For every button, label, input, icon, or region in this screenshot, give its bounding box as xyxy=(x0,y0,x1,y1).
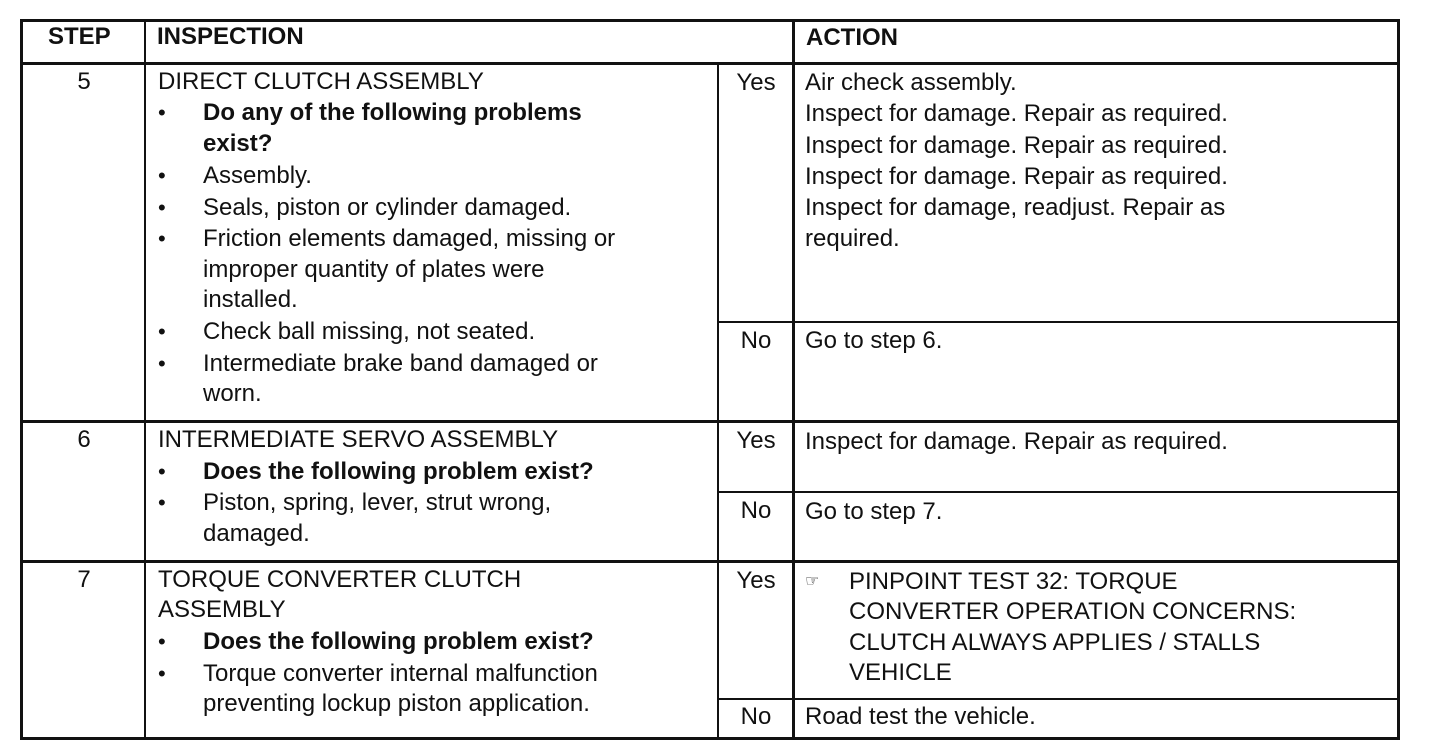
action-text: Inspect for damage, readjust. Repair as xyxy=(805,194,1226,221)
bullet-icon: • xyxy=(158,226,166,251)
bullet-icon: • xyxy=(158,319,166,344)
inspection-item: improper quantity of plates were xyxy=(203,256,545,283)
header-action: ACTION xyxy=(806,24,898,51)
action-text: CLUTCH ALWAYS APPLIES / STALLS xyxy=(849,629,1261,656)
col-divider-yesno xyxy=(717,63,719,740)
yes-no-divider-5 xyxy=(717,321,1400,323)
inspection-item: preventing lockup piston application. xyxy=(203,690,590,717)
bullet-icon: • xyxy=(158,459,166,484)
bullet-icon: • xyxy=(158,629,166,654)
row-divider-6-7 xyxy=(20,560,1400,563)
inspection-item: Friction elements damaged, missing or xyxy=(203,225,616,252)
inspection-question: exist? xyxy=(203,130,273,157)
inspection-item: installed. xyxy=(203,286,298,313)
inspection-title: INTERMEDIATE SERVO ASSEMBLY xyxy=(158,426,559,453)
action-text: Inspect for damage. Repair as required. xyxy=(805,428,1228,455)
step-number: 6 xyxy=(77,426,91,453)
bullet-icon: • xyxy=(158,163,166,188)
header-inspection: INSPECTION xyxy=(157,23,304,50)
inspection-item: Torque converter internal malfunction xyxy=(203,660,598,687)
inspection-title: ASSEMBLY xyxy=(158,596,286,623)
step-number: 7 xyxy=(77,566,91,593)
bullet-icon: • xyxy=(158,351,166,376)
step-number: 5 xyxy=(77,68,91,95)
action-text: Inspect for damage. Repair as required. xyxy=(805,163,1228,190)
col-divider-step xyxy=(144,19,146,740)
bullet-icon: • xyxy=(158,661,166,686)
table-border-bottom xyxy=(20,737,1400,740)
action-text: Inspect for damage. Repair as required. xyxy=(805,132,1228,159)
table-border-left xyxy=(20,19,23,740)
no-label: No xyxy=(740,327,772,354)
inspection-item: Piston, spring, lever, strut wrong, xyxy=(203,489,552,516)
inspection-item: Intermediate brake band damaged or xyxy=(203,350,598,377)
inspection-title: DIRECT CLUTCH ASSEMBLY xyxy=(158,68,484,95)
action-text: Air check assembly. xyxy=(805,69,1017,96)
no-label: No xyxy=(740,497,772,524)
row-divider-5-6 xyxy=(20,420,1400,423)
inspection-title: TORQUE CONVERTER CLUTCH xyxy=(158,566,522,593)
bullet-icon: • xyxy=(158,195,166,220)
inspection-question: Do any of the following problems xyxy=(203,99,582,126)
action-text: VEHICLE xyxy=(849,659,952,686)
action-text: Road test the vehicle. xyxy=(805,703,1036,730)
bullet-icon: • xyxy=(158,490,166,515)
inspection-item: Check ball missing, not seated. xyxy=(203,318,536,345)
inspection-question: Does the following problem exist? xyxy=(203,458,594,485)
header-divider xyxy=(20,62,1400,65)
table-border-right xyxy=(1397,19,1400,740)
bullet-icon: • xyxy=(158,100,166,125)
action-text: PINPOINT TEST 32: TORQUE xyxy=(849,568,1178,595)
inspection-item: Assembly. xyxy=(203,162,312,189)
inspection-item: damaged. xyxy=(203,520,310,547)
yes-no-divider-7 xyxy=(717,698,1400,700)
header-step: STEP xyxy=(48,23,111,50)
action-text: Go to step 6. xyxy=(805,327,943,354)
action-text: Go to step 7. xyxy=(805,498,943,525)
yes-label: Yes xyxy=(736,427,776,454)
no-label: No xyxy=(740,703,772,730)
inspection-item: worn. xyxy=(203,380,262,407)
inspection-question: Does the following problem exist? xyxy=(203,628,594,655)
col-divider-action xyxy=(792,19,795,740)
inspection-item: Seals, piston or cylinder damaged. xyxy=(203,194,572,221)
yes-label: Yes xyxy=(736,69,776,96)
pointing-hand-icon: ☞ xyxy=(805,573,820,590)
action-text: required. xyxy=(805,225,900,252)
yes-no-divider-6 xyxy=(717,491,1400,493)
action-text: CONVERTER OPERATION CONCERNS: xyxy=(849,598,1297,625)
action-text: Inspect for damage. Repair as required. xyxy=(805,100,1228,127)
yes-label: Yes xyxy=(736,567,776,594)
